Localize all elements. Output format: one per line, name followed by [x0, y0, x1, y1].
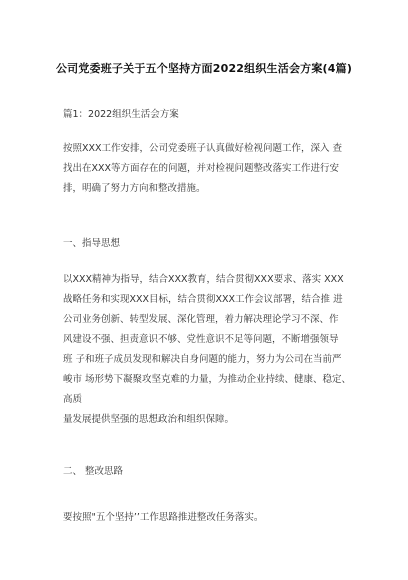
- paragraph-line: 按照XXX工作安排，公司党委班子认真做好检视问题工作，深入 查: [63, 143, 343, 154]
- document-subtitle: 篇1：2022组织生活会方案: [63, 109, 179, 120]
- paragraph-line: 班 子和班子成员发现和解决自身问题的能力，努力为公司在当前严: [63, 354, 342, 365]
- paragraph-line: 找出在XXX等方面存在的问题，并对检视问题整改落实工作进行安: [63, 163, 340, 174]
- paragraph-line: 峻市 场形势下凝聚攻坚克难的力量，为推动企业持续、健康、稳定、: [63, 374, 352, 385]
- section-heading-rectification-ideas: 二、 整改思路: [63, 466, 124, 477]
- paragraph-line: 排，明确了努力方向和整改措施。: [63, 183, 206, 194]
- paragraph-line: 公司业务创新、转型发展、深化管理，着力解决理论学习不深、作: [63, 314, 339, 325]
- paragraph-line: 要按照"五个坚持’’工作思路推进整改任务落实。: [63, 512, 264, 523]
- section-heading-guiding-ideology: 一、指导思想: [63, 238, 121, 249]
- paragraph-line: 风建设不强、担责意识不够、党性意识不足等问题，不断增强领导: [63, 334, 339, 345]
- intro-paragraph: [63, 139, 353, 199]
- paragraph-line: 高质: [63, 394, 83, 405]
- section2-paragraph: [63, 508, 353, 528]
- paragraph-line: 量发展提供坚强的思想政治和组织保障。: [63, 414, 235, 425]
- document-title: 公司党委班子关于五个坚持方面2022组织生活会方案(4篇): [55, 62, 353, 75]
- section1-paragraph: [63, 270, 353, 430]
- paragraph-line: 以XXX精神为指导，结合XXX教育，结合贯彻XXX要求、落实 XXX: [63, 274, 344, 285]
- paragraph-line: 战略任务和实现XXX目标，结合贯彻XXX工作会议部署，结合推 进: [63, 294, 343, 305]
